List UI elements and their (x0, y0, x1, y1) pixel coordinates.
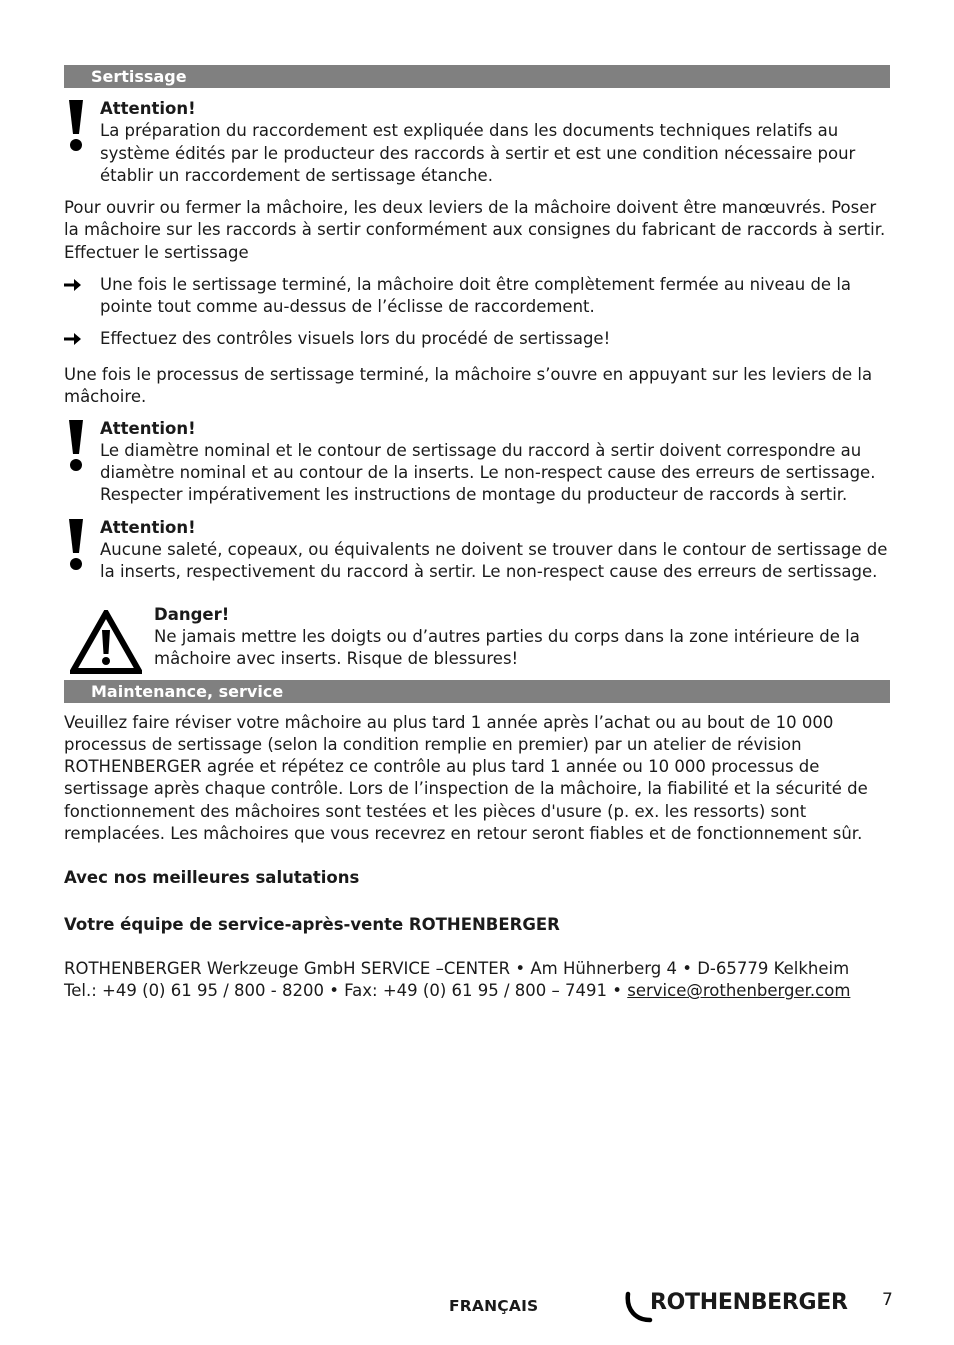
notice-title: Attention! (100, 99, 196, 118)
page-number: 7 (882, 1290, 893, 1310)
notice-title: Attention! (100, 418, 196, 438)
attention-notice-3 (64, 517, 890, 584)
bullet-item-1 (64, 274, 890, 319)
footer-language: FRANÇAIS (449, 1297, 539, 1315)
section-header-crimping: Sertissage (64, 65, 890, 88)
contact-phone-fax: Tel.: +49 (0) 61 95 / 800 - 8200 • Fax: +49 (0) 61 95 / 800 – 7491 • (64, 981, 628, 1001)
bullet-item-2 (64, 328, 890, 350)
warning-triangle-icon (70, 610, 142, 674)
attention-notice-1 (64, 98, 890, 187)
paragraph-maintenance: Veuillez faire réviser votre mâchoire au plus tard 1 année après l’achat ou au bout de 10 000 processus de sertissage (selon la condition remplie en premier) par un atelier de révision ROTHENBERGER agrée et répétez ce contrôle au plus tard 1 année ou 10 000 processus de sertissage après chaque contrôle. Lors de l’inspection de la mâchoire, la fiabilité et la sécurité de fonctionnement des mâchoires sont testées et les pièces d'usure (p. ex. les ressorts) sont remplacées. Les mâchoires que vous recevrez en retour seront fiables et de fonctionnement sûr. (64, 712, 868, 844)
notice-text: Aucune saleté, copeaux, ou équivalents ne doivent se trouver dans le contour de sertissage de la inserts, respectivement du raccord à sertir. Le non-respect cause des erreurs de sertissage. (100, 540, 888, 582)
notice-title: Attention! (100, 517, 196, 537)
bullet-text: Une fois le sertissage terminé, la mâchoire doit être complètement fermée au niveau de la pointe tout comme au-dessus de l’éclisse de raccordement. (100, 275, 852, 317)
contact-line (64, 980, 890, 1002)
section-header-maintenance: Maintenance, service (64, 680, 890, 703)
paragraph-open-close: Pour ouvrir ou fermer la mâchoire, les deux leviers de la mâchoire doivent être manœuvrés. Poser la mâchoire sur les raccords à sertir conformément aux consignes du fabricant de raccords à sertir. Effectuer le sertissage (64, 198, 886, 262)
brand-logo: ROTHENBERGER (650, 1290, 848, 1315)
danger-title: Danger! (154, 604, 230, 624)
contact-address: ROTHENBERGER Werkzeuge GmbH SERVICE –CENTER • Am Hühnerberg 4 • D-65779 Kelkheim (64, 958, 850, 978)
closing-team: Votre équipe de service-après-vente ROTHENBERGER (64, 914, 560, 934)
exclamation-icon (64, 420, 88, 472)
notice-text: Le diamètre nominal et le contour de sertissage du raccord à sertir doivent correspondre au diamètre nominal et au contour de la inserts. Le non-respect cause des erreurs de sertissage. Respecter impérativement les instructions de montage du producteur de raccords à sertir. (100, 440, 876, 505)
arrow-right-icon (64, 278, 82, 292)
paragraph-opening: Une fois le processus de sertissage terminé, la mâchoire s’ouvre en appuyant sur les leviers de la mâchoire. (64, 364, 873, 407)
attention-notice-2 (64, 418, 890, 507)
bullet-text: Effectuez des contrôles visuels lors du procédé de sertissage! (100, 328, 611, 348)
manual-page (64, 65, 890, 1003)
arrow-right-icon (64, 332, 82, 346)
exclamation-icon (64, 100, 88, 152)
danger-notice (64, 604, 890, 671)
notice-text: La préparation du raccordement est expliquée dans les documents techniques relatifs au système édités par le producteur des raccords à sertir et est une condition nécessaire pour établir un raccordement de sertissage étanche. (100, 121, 856, 185)
exclamation-icon (64, 519, 88, 571)
closing-greeting: Avec nos meilleures salutations (64, 868, 360, 888)
service-email-link[interactable]: service@rothenberger.com (627, 981, 851, 1001)
danger-text: Ne jamais mettre les doigts ou d’autres parties du corps dans la zone intérieure de la mâchoire avec inserts. Risque de blessures! (154, 626, 860, 669)
